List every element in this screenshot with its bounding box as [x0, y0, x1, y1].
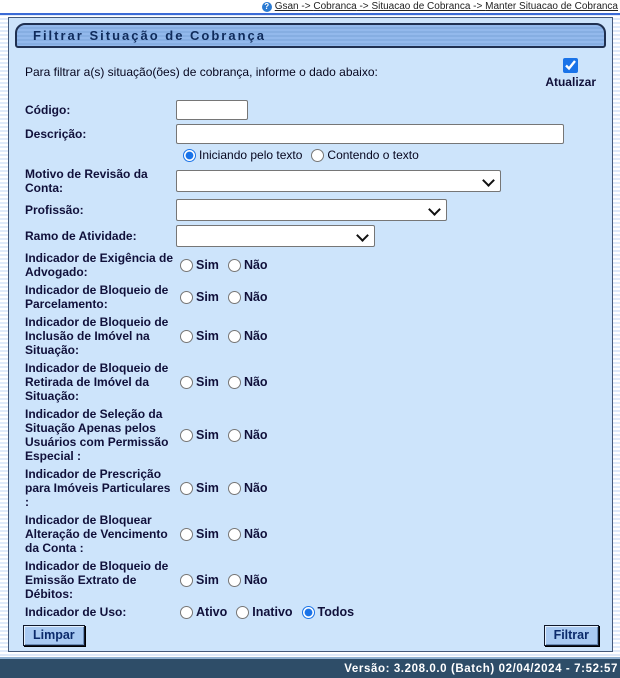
radio-option-label: Sim: [196, 258, 219, 272]
radio-input[interactable]: [180, 376, 193, 389]
breadcrumb-link[interactable]: Cobranca: [313, 1, 357, 12]
indicator-radio-group: [176, 605, 354, 619]
buttons-row: [13, 623, 608, 648]
version-text: Versão: 3.208.0.0 (Batch) 02/04/2024 - 7:52:57: [344, 662, 618, 675]
radio-input[interactable]: [228, 259, 241, 272]
indicator-row: [13, 558, 608, 602]
filter-panel: [8, 17, 613, 652]
radio-option-label: Sim: [196, 290, 219, 304]
profissao-row: [13, 198, 608, 222]
page-title: [15, 23, 606, 48]
page-background: [0, 15, 620, 657]
indicator-row: [13, 406, 608, 464]
indicator-label: Indicador de Bloquear Alteração de Vencimento da Conta :: [25, 513, 168, 555]
profissao-select[interactable]: [176, 199, 447, 221]
radio-input[interactable]: [180, 429, 193, 442]
breadcrumb: Gsan -> Cobranca -> Situacao de Cobranca -> Manter Situacao de Cobranca: [274, 1, 618, 12]
radio-input[interactable]: [180, 482, 193, 495]
radio-option[interactable]: [228, 527, 268, 541]
breadcrumb-strip: [0, 0, 620, 13]
radio-option-label: Sim: [196, 481, 219, 495]
radio-input[interactable]: [183, 149, 196, 162]
intro-row: [13, 55, 608, 95]
intro-text: Para filtrar a(s) situação(ões) de cobrança, informe o dado abaixo:: [25, 65, 378, 79]
radio-option-label: Não: [243, 428, 268, 442]
indicator-label: Indicador de Prescrição para Imóveis Particulares :: [25, 467, 171, 509]
radio-input[interactable]: [228, 429, 241, 442]
radio-input[interactable]: [228, 528, 241, 541]
indicator-label: Indicador de Exigência de Advogado:: [25, 251, 174, 279]
radio-option[interactable]: [180, 258, 219, 272]
indicator-label: Indicador de Bloqueio de Parcelamento:: [25, 283, 169, 311]
indicator-radio-group: [176, 375, 268, 389]
motivo-label: Motivo de Revisão da Conta:: [25, 167, 148, 195]
ramo-row: [13, 224, 608, 248]
radio-option[interactable]: [180, 605, 227, 619]
radio-option-label: Ativo: [196, 605, 228, 619]
radio-input[interactable]: [236, 606, 249, 619]
indicator-row: [13, 282, 608, 312]
breadcrumb-link[interactable]: Situacao de Cobranca: [371, 1, 471, 12]
radio-option[interactable]: [180, 375, 219, 389]
limpar-button[interactable]: Limpar: [23, 625, 85, 646]
radio-option-label: Não: [243, 290, 268, 304]
radio-input[interactable]: [228, 376, 241, 389]
indicator-radio-group: [176, 329, 268, 343]
radio-option-label: Sim: [196, 527, 219, 541]
indicator-radio-group: [176, 290, 268, 304]
radio-option-label: Não: [243, 258, 268, 272]
indicator-row: [13, 512, 608, 556]
indicator-label: Indicador de Bloqueio de Emissão Extrato de Débitos:: [25, 559, 169, 601]
indicator-radio-group: [176, 573, 268, 587]
radio-option[interactable]: [228, 573, 268, 587]
indicator-radio-group: [176, 258, 268, 272]
indicator-row: [13, 250, 608, 280]
indicator-label: Indicador de Seleção da Situação Apenas pelos Usuários com Permissão Especial :: [25, 407, 169, 463]
descricao-label: Descrição:: [25, 127, 87, 141]
radio-input[interactable]: [180, 259, 193, 272]
indicator-rows: [13, 250, 608, 622]
radio-option[interactable]: [228, 258, 268, 272]
radio-option[interactable]: [228, 428, 268, 442]
radio-option[interactable]: [180, 329, 219, 343]
profissao-label: Profissão:: [25, 203, 84, 217]
radio-option[interactable]: [180, 573, 219, 587]
radio-option-label: Não: [243, 329, 268, 343]
radio-input[interactable]: [180, 291, 193, 304]
radio-option-label: Não: [243, 375, 268, 389]
text-match-radio-group: [176, 148, 419, 162]
page-title-text: Filtrar Situação de Cobrança: [33, 28, 266, 43]
descricao-input[interactable]: [176, 124, 564, 144]
ramo-select[interactable]: [176, 225, 375, 247]
filtrar-button[interactable]: Filtrar: [544, 625, 599, 646]
radio-option[interactable]: [228, 375, 268, 389]
breadcrumb-link[interactable]: Gsan: [274, 1, 299, 12]
atualizar-label: Atualizar: [545, 75, 596, 89]
radio-option[interactable]: [183, 148, 302, 162]
codigo-row: [13, 99, 608, 121]
radio-input[interactable]: [228, 291, 241, 304]
indicator-label: Indicador de Uso:: [25, 605, 127, 619]
help-icon[interactable]: ?: [262, 2, 272, 12]
radio-option-label: Inativo: [252, 605, 293, 619]
indicator-radio-group: [176, 428, 268, 442]
radio-option-label: Contendo o texto: [327, 148, 419, 162]
radio-option[interactable]: [180, 527, 219, 541]
indicator-row: [13, 360, 608, 404]
radio-option-label: Todos: [317, 605, 355, 619]
radio-option-label: Sim: [196, 428, 219, 442]
indicator-label: Indicador de Bloqueio de Retirada de Imóvel da Situação:: [25, 361, 169, 403]
radio-input[interactable]: [180, 606, 193, 619]
radio-option[interactable]: [228, 481, 268, 495]
atualizar-checkbox[interactable]: [563, 58, 578, 73]
codigo-label: Código:: [25, 103, 71, 117]
radio-option-label: Iniciando pelo texto: [199, 148, 303, 162]
atualizar-box: [545, 58, 596, 89]
profissao-select-wrap: [176, 199, 447, 221]
radio-option-label: Não: [243, 527, 268, 541]
descricao-row: [13, 123, 608, 145]
radio-option-label: Não: [243, 573, 268, 587]
indicator-row: [13, 604, 608, 620]
radio-input[interactable]: [180, 528, 193, 541]
radio-input[interactable]: [228, 482, 241, 495]
motivo-row: [13, 166, 608, 196]
radio-option[interactable]: [236, 605, 292, 619]
motivo-select-wrap: [176, 170, 501, 192]
ramo-label: Ramo de Atividade:: [25, 229, 137, 243]
radio-option[interactable]: [180, 290, 219, 304]
indicator-row: [13, 466, 608, 510]
radio-input[interactable]: [180, 574, 193, 587]
radio-option[interactable]: [180, 481, 219, 495]
radio-option-label: Sim: [196, 329, 219, 343]
indicator-label: Indicador de Bloqueio de Inclusão de Imóvel na Situação:: [25, 315, 169, 357]
radio-input[interactable]: [302, 606, 315, 619]
radio-option[interactable]: [180, 428, 219, 442]
radio-option[interactable]: [228, 329, 268, 343]
radio-option-label: Não: [243, 481, 268, 495]
codigo-input[interactable]: [176, 100, 248, 120]
text-match-row: [13, 147, 608, 163]
ramo-select-wrap: [176, 225, 375, 247]
indicator-row: [13, 314, 608, 358]
motivo-select[interactable]: [176, 170, 501, 192]
radio-input[interactable]: [180, 330, 193, 343]
breadcrumb-link[interactable]: Manter Situacao de Cobranca: [485, 1, 618, 12]
indicator-radio-group: [176, 527, 268, 541]
radio-input[interactable]: [228, 574, 241, 587]
radio-input[interactable]: [311, 149, 324, 162]
radio-option-label: Sim: [196, 375, 219, 389]
version-footer: [0, 657, 620, 678]
radio-option-label: Sim: [196, 573, 219, 587]
indicator-radio-group: [176, 481, 268, 495]
radio-input[interactable]: [228, 330, 241, 343]
radio-option[interactable]: [311, 148, 418, 162]
radio-option[interactable]: [302, 605, 355, 619]
radio-option[interactable]: [228, 290, 268, 304]
